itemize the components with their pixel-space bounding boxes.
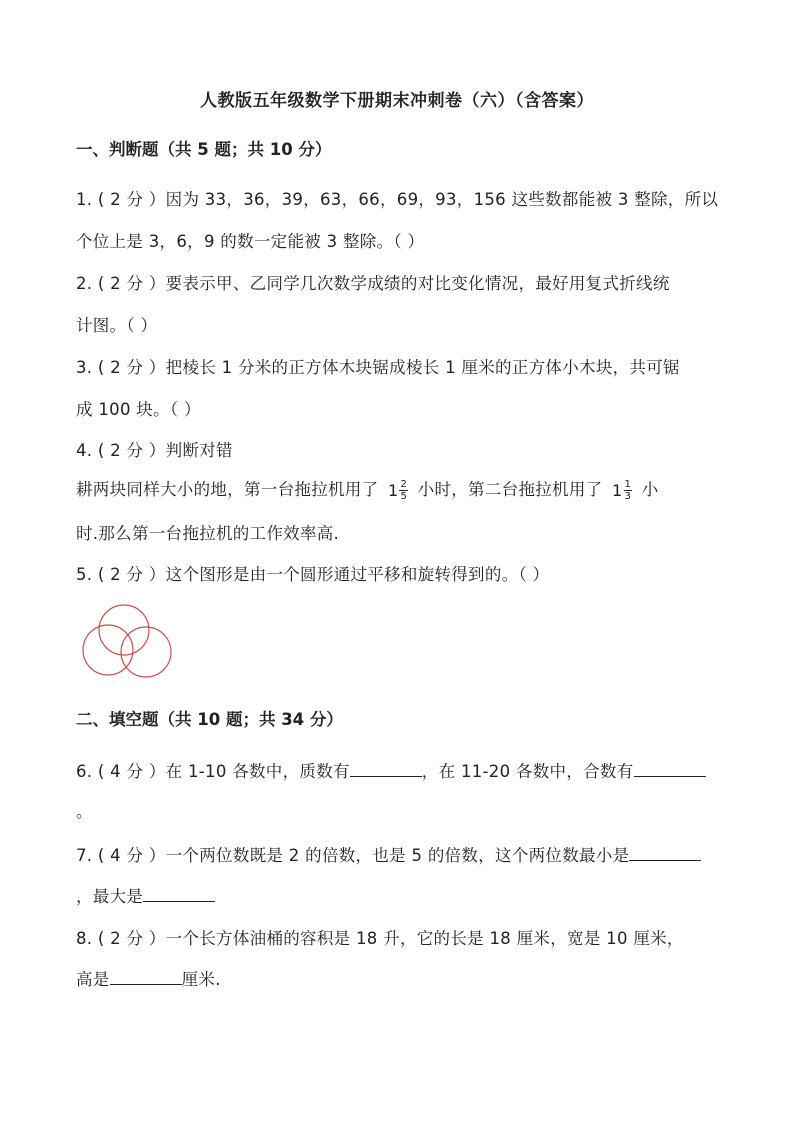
question-8-line-1: 8. ( 2 分 ）一个长方体油桶的容积是 18 升，它的长是 18 厘米，宽是 10 厘米，	[76, 929, 684, 948]
question-3-line-1: 3. ( 2 分 ）把棱长 1 分米的正方体木块锯成棱长 1 厘米的正方体小木块，共可锯	[76, 358, 680, 377]
question-6-line-1	[76, 758, 726, 782]
mixed-fraction-2	[612, 479, 632, 502]
question-1-line-1: 1. ( 2 分 ）因为 33，36，39，63，66，69，93，156 这些数都能被 3 整除，所以	[76, 190, 719, 209]
circle-left	[83, 625, 133, 675]
section-heading-fill-in: 二、填空题（共 10 题；共 34 分）	[76, 710, 343, 729]
question-4-line-2	[76, 476, 726, 502]
answer-blank[interactable]	[634, 762, 706, 777]
answer-blank[interactable]	[629, 846, 701, 861]
question-7-text-b: ，最大是	[76, 887, 144, 906]
fraction-numerator: 1	[624, 479, 632, 490]
question-2-line-1: 2. ( 2 分 ）要表示甲、乙同学几次数学成绩的对比变化情况，最好用复式折线统	[76, 274, 670, 293]
question-4-text-b: 小时，第二台拖拉机用了	[417, 480, 603, 499]
question-6-text-b: ，在 11-20 各数中，合数有	[421, 762, 634, 781]
answer-blank[interactable]	[143, 887, 215, 902]
fraction-denominator: 5	[400, 491, 408, 502]
fraction-denominator: 3	[624, 491, 632, 502]
question-4-text-c: 小	[641, 480, 659, 499]
question-5-line-1: 5. ( 2 分 ）这个图形是由一个圆形通过平移和旋转得到的。（ ）	[76, 565, 550, 584]
question-3-line-2: 成 100 块。（ ）	[76, 400, 201, 419]
question-4-text-a: 耕两块同样大小的地，第一台拖拉机用了	[76, 480, 379, 499]
mixed-fraction-1	[388, 479, 408, 502]
fraction-numerator: 2	[400, 479, 408, 490]
question-8-text-a: 高是	[76, 970, 110, 989]
question-4-line-3: 时.那么第一台拖拉机的工作效率高.	[76, 524, 340, 543]
question-7-line-1	[76, 842, 726, 866]
question-7-line-2	[76, 883, 726, 907]
page-title: 人教版五年级数学下册期末冲刺卷（六）（含答案）	[200, 91, 594, 111]
question-7-text-a: 7. ( 4 分 ）一个两位数既是 2 的倍数，也是 5 的倍数，这个两位数最小是	[76, 846, 630, 865]
question-6-line-2: 。	[76, 802, 93, 821]
answer-blank[interactable]	[350, 762, 422, 777]
section-heading-judgment: 一、判断题（共 5 题；共 10 分）	[76, 140, 332, 159]
question-8-text-b: 厘米.	[181, 970, 221, 989]
three-circles-figure	[78, 596, 178, 686]
circle-right	[121, 627, 171, 677]
question-2-line-2: 计图。（ ）	[76, 316, 158, 335]
question-1-line-2: 个位上是 3，6，9 的数一定能被 3 整除。（ ）	[76, 232, 425, 251]
fraction-whole: 1	[387, 481, 399, 500]
question-4-line-1: 4. ( 2 分 ）判断对错	[76, 441, 233, 460]
fraction-whole: 1	[612, 481, 623, 500]
answer-blank[interactable]	[110, 970, 182, 985]
question-6-text-a: 6. ( 4 分 ）在 1-10 各数中，质数有	[76, 762, 350, 781]
circle-top	[99, 605, 149, 655]
question-8-line-2	[76, 966, 726, 990]
